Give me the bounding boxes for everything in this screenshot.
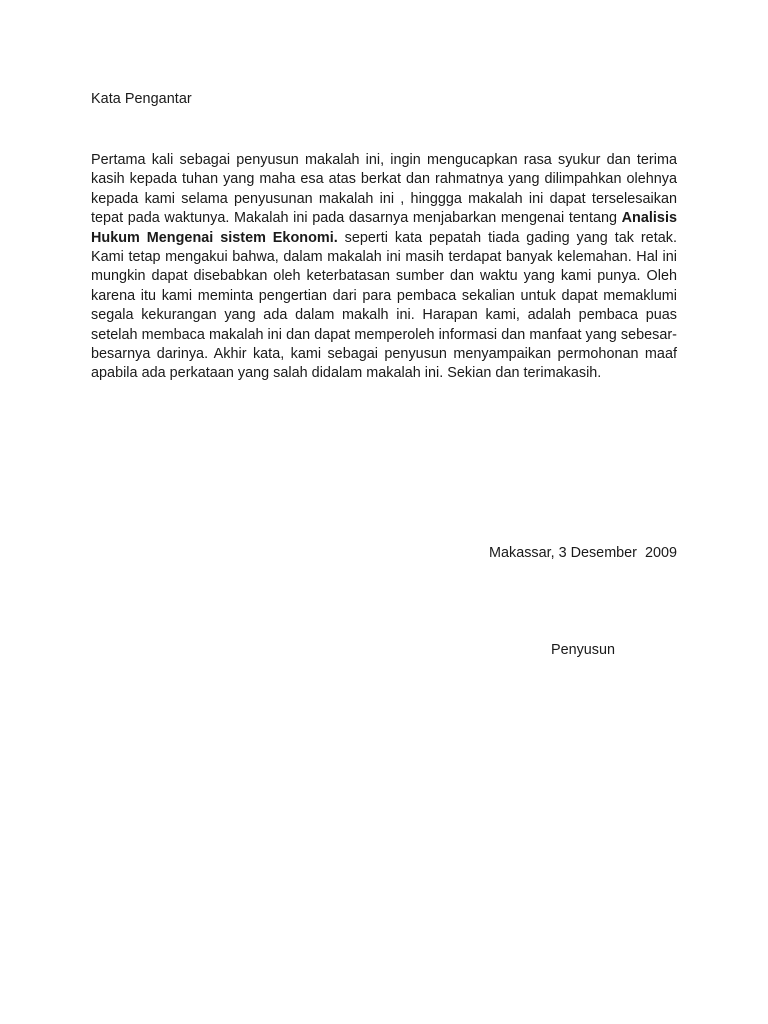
paragraph-bold-phrase: Analisis Hukum Mengenai sistem Ekonomi. — [91, 210, 677, 246]
place-and-date: Makassar, 3 Desember 2009 — [489, 545, 677, 561]
paragraph-text-end: seperti kata pepatah tiada gading yang tak retak. Kami tetap mengakui bahwa, dalam makalah ini masih terdapat banyak kelemahan. Hal ini mungkin dapat disebabkan oleh keterbatasan sumber dan waktu yang kami punya. Oleh karena itu kami meminta pengertian dari para pembaca sekalian untuk dapat memaklumi segala kekurangan yang ada dalam makalh ini. Harapan kami, adalah pembaca puas setelah membaca makalah ini dan dapat memperoleh informasi dan manfaat yang sebesar-besarnya darinya. Akhir kata, kami sebagai penyusun menyampaikan permohonan maaf apabila ada perkataan yang salah didalam makalah ini. Sekian dan terimakasih. — [91, 229, 677, 382]
paragraph-text-start: Pertama kali sebagai penyusun makalah ini, ingin mengucapkan rasa syukur dan terima kasih kepada tuhan yang maha esa atas berkat dan rahmatnya yang dilimpahkan olehnya kepada kami selama penyusunan makalah ini , hinggga makalah ini dapat terselesaikan tepat pada waktunya. Makalah ini pada dasarnya menjabarkan mengenai tentang — [91, 152, 677, 227]
signature-label: Penyusun — [551, 642, 616, 658]
document-title: Kata Pengantar — [91, 91, 192, 107]
body-paragraph — [91, 151, 677, 384]
